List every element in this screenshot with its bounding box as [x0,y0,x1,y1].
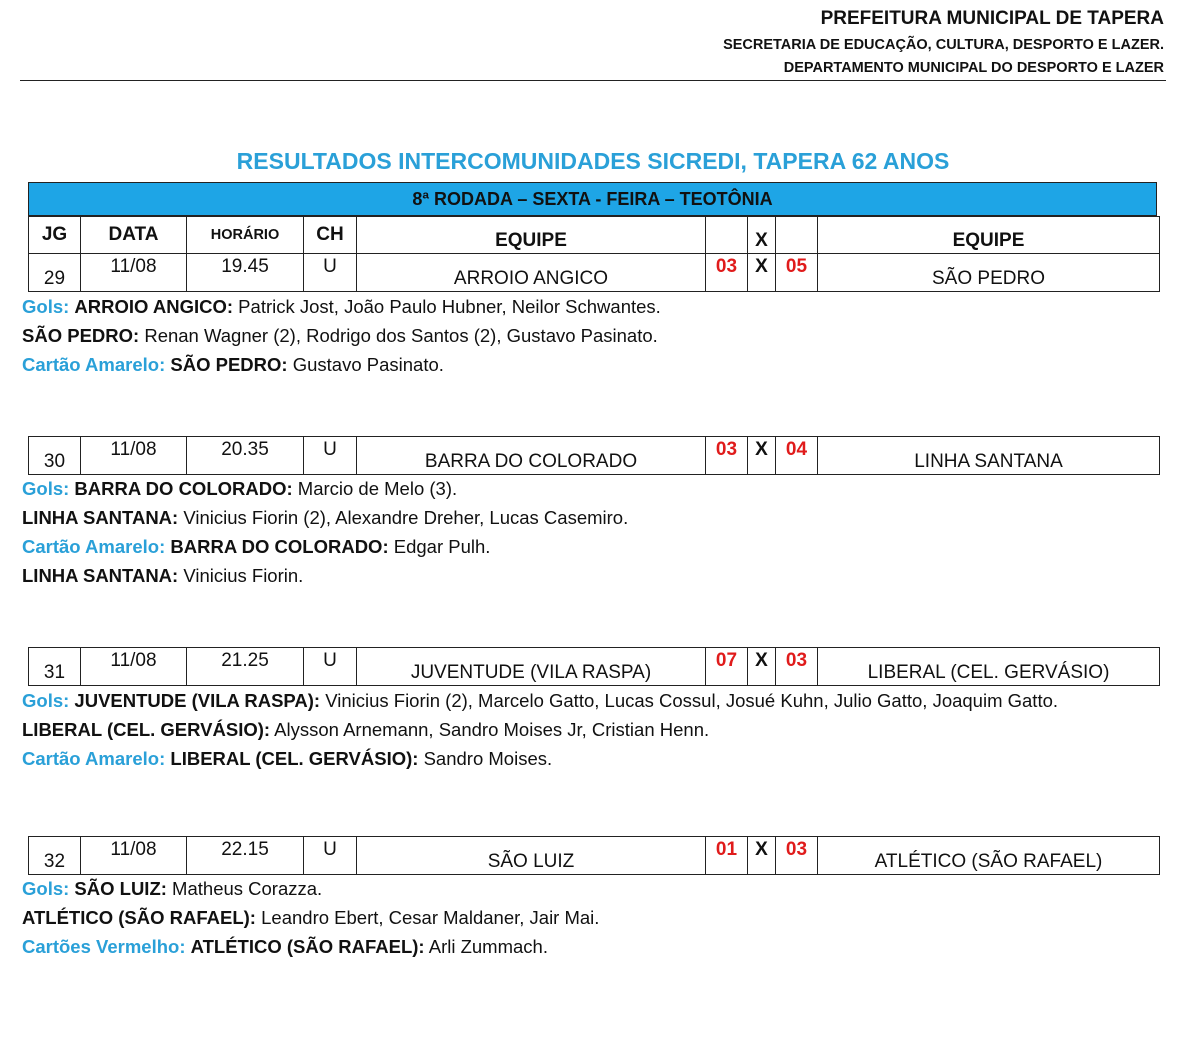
game-time: 20.35 [187,437,304,475]
col-score-b [776,217,818,254]
team-b: LIBERAL (CEL. GERVÁSIO) [818,648,1160,686]
header-departamento: DEPARTAMENTO MUNICIPAL DO DESPORTO E LAZER [783,60,1164,76]
game-notes-31 [22,686,1172,773]
game-ch: U [304,437,357,475]
game-date: 11/08 [81,437,187,475]
game-time: 19.45 [187,254,304,292]
team-b: SÃO PEDRO [818,254,1160,292]
header-secretaria: SECRETARIA DE EDUCAÇÃO, CULTURA, DESPORTO E LAZER. [723,37,1164,53]
game-row-31 [28,647,1160,686]
game-ch: U [304,254,357,292]
header-prefeitura: PREFEITURA MUNICIPAL DE TAPERA [820,8,1164,29]
card-line: Cartão Amarelo: LIBERAL (CEL. GERVÁSIO): Sandro Moises. [22,748,553,769]
game-date: 11/08 [81,837,187,875]
col-horario: HORÁRIO [187,217,304,254]
game-number: 31 [29,648,81,686]
card-line: LINHA SANTANA: Vinicius Fiorin. [22,565,304,586]
score-b: 04 [776,437,818,475]
game-number: 30 [29,437,81,475]
game-notes-30 [22,474,1172,590]
game-date: 11/08 [81,254,187,292]
game-date: 11/08 [81,648,187,686]
header-divider [20,80,1166,81]
score-b: 05 [776,254,818,292]
score-b: 03 [776,837,818,875]
goals-line: Gols: SÃO LUIZ: Matheus Corazza. [22,878,323,899]
versus-x: X [748,837,776,875]
goals-line: LINHA SANTANA: Vinicius Fiorin (2), Alexandre Dreher, Lucas Casemiro. [22,507,629,528]
col-data: DATA [81,217,187,254]
game-row-32 [28,836,1160,875]
score-b: 03 [776,648,818,686]
col-ch: CH [304,217,357,254]
goals-line: Gols: BARRA DO COLORADO: Marcio de Melo (3). [22,478,458,499]
versus-x: X [748,648,776,686]
game-row-29 [28,253,1160,292]
game-ch: U [304,837,357,875]
team-b: ATLÉTICO (SÃO RAFAEL) [818,837,1160,875]
col-equipe-b: EQUIPE [818,217,1160,254]
round-banner: 8ª RODADA – SEXTA - FEIRA – TEOTÔNIA [28,182,1157,216]
game-ch: U [304,648,357,686]
team-a: JUVENTUDE (VILA RASPA) [357,648,706,686]
card-line: Cartão Amarelo: BARRA DO COLORADO: Edgar Pulh. [22,536,491,557]
score-a: 07 [706,648,748,686]
game-number: 29 [29,254,81,292]
score-a: 01 [706,837,748,875]
col-score-a [706,217,748,254]
game-row-30 [28,436,1160,475]
score-a: 03 [706,254,748,292]
card-line: Cartão Amarelo: SÃO PEDRO: Gustavo Pasinato. [22,354,444,375]
goals-line: LIBERAL (CEL. GERVÁSIO): Alysson Arnemann, Sandro Moises Jr, Cristian Henn. [22,719,710,740]
game-notes-32 [22,874,1172,961]
column-header-row [28,216,1160,254]
page-title: RESULTADOS INTERCOMUNIDADES SICREDI, TAPERA 62 ANOS [236,148,950,174]
col-x: X [748,217,776,254]
game-number: 32 [29,837,81,875]
card-line: Cartões Vermelho: ATLÉTICO (SÃO RAFAEL): Arli Zummach. [22,936,548,957]
team-a: BARRA DO COLORADO [357,437,706,475]
game-notes-29 [22,292,1172,379]
goals-line: ATLÉTICO (SÃO RAFAEL): Leandro Ebert, Cesar Maldaner, Jair Mai. [22,907,600,928]
game-time: 21.25 [187,648,304,686]
versus-x: X [748,437,776,475]
goals-line: Gols: JUVENTUDE (VILA RASPA): Vinicius Fiorin (2), Marcelo Gatto, Lucas Cossul, Josué Kuhn, Julio Gatto, Joaquim Gatto. [22,690,1059,711]
col-jg: JG [29,217,81,254]
game-time: 22.15 [187,837,304,875]
goals-line: SÃO PEDRO: Renan Wagner (2), Rodrigo dos Santos (2), Gustavo Pasinato. [22,325,658,346]
score-a: 03 [706,437,748,475]
team-a: SÃO LUIZ [357,837,706,875]
goals-line: Gols: ARROIO ANGICO: Patrick Jost, João Paulo Hubner, Neilor Schwantes. [22,296,661,317]
team-a: ARROIO ANGICO [357,254,706,292]
team-b: LINHA SANTANA [818,437,1160,475]
versus-x: X [748,254,776,292]
col-equipe-a: EQUIPE [357,217,706,254]
